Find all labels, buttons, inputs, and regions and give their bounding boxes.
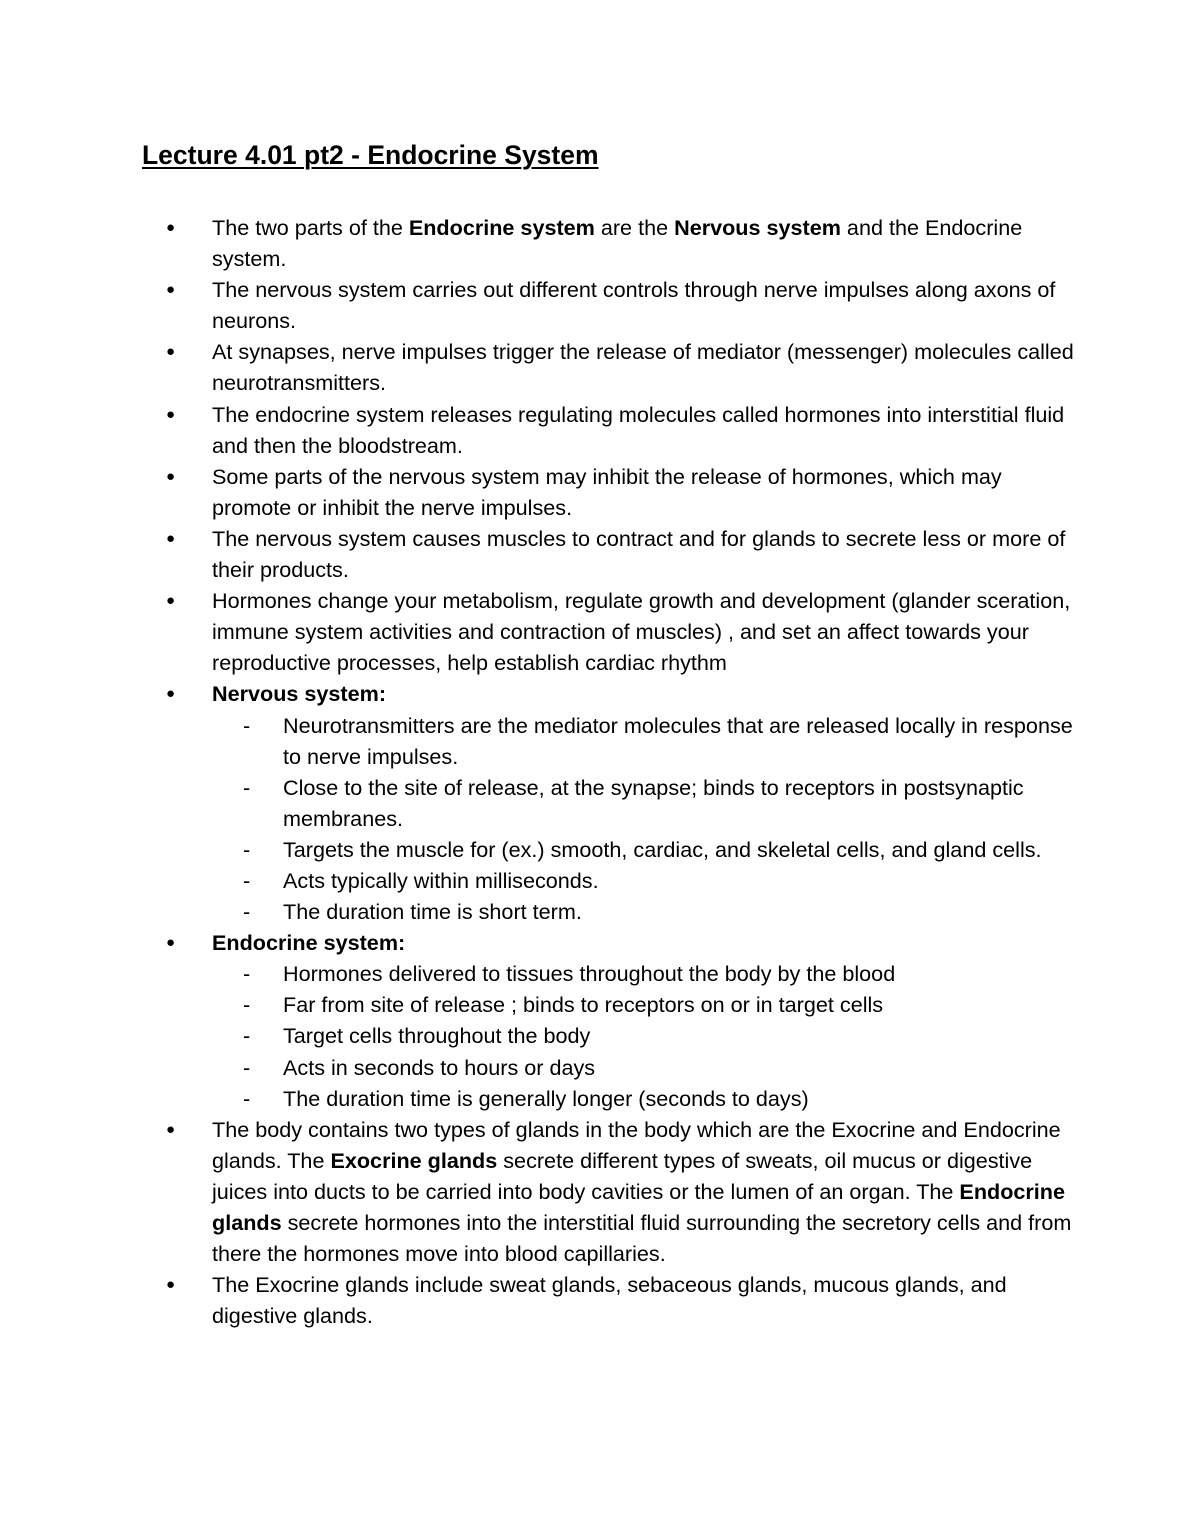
sub-list-item (0, 1083, 1200, 1114)
dash-icon: - (243, 1054, 251, 1080)
section-heading: Endocrine system: (212, 930, 406, 956)
item-text: secrete hormones into the interstitial fluid surrounding the secretory cells and from there the hormones move into blood capillaries. (212, 1210, 1072, 1267)
section-heading: Nervous system: (212, 681, 387, 707)
item-text: The duration time is generally longer (seconds to days) (283, 1085, 809, 1111)
bullet-icon: ● (166, 934, 176, 952)
list-item (0, 274, 1200, 336)
dash-icon: - (243, 867, 251, 893)
item-text: Hormones change your metabolism, regulate growth and development (glander sceration, immune system activities and contraction of muscles) , and set an affect towards your reproductive processes, help establish cardiac rhythm (212, 588, 1071, 676)
item-text: are the (594, 215, 675, 240)
sub-list-item (0, 710, 1200, 772)
list-item (0, 336, 1200, 398)
dash-icon: - (243, 961, 251, 987)
item-text: At synapses, nerve impulses trigger the release of mediator (messenger) molecules called neurotransmitters. (212, 339, 1074, 396)
item-text: The body contains two types of glands in the body which are the Exocrine and Endocrine glands. The (212, 1116, 1061, 1173)
list-item (0, 1114, 1200, 1269)
list-item (0, 399, 1200, 461)
sub-list-item (0, 865, 1200, 896)
item-text: Close to the site of release, at the synapse; binds to receptors in postsynaptic membranes. (283, 774, 1024, 831)
item-text: Targets the muscle for (ex.) smooth, cardiac, and skeletal cells, and gland cells. (283, 836, 1042, 862)
item-text: Hormones delivered to tissues throughout the body by the blood (283, 961, 896, 987)
list-item (0, 212, 1200, 274)
bullet-icon: ● (166, 219, 176, 236)
endocrine-system-heading (0, 927, 1200, 958)
bullet-icon: ● (166, 592, 176, 610)
item-text: Acts typically within milliseconds. (283, 867, 599, 893)
sub-list-item (0, 772, 1200, 834)
item-text: The nervous system causes muscles to contract and for glands to secrete less or more of their products. (212, 525, 1066, 583)
bullet-icon: ● (166, 467, 176, 485)
bullet-icon: ● (166, 1120, 176, 1138)
item-text: Acts in seconds to hours or days (283, 1054, 596, 1080)
sub-list-item (0, 989, 1200, 1020)
dash-icon: - (243, 992, 251, 1018)
bold-term: Exocrine glands (330, 1147, 498, 1173)
sub-list-item (0, 1052, 1200, 1083)
item-text: Target cells throughout the body (283, 1023, 591, 1049)
item-text: The Exocrine glands include sweat glands, sebaceous glands, mucous glands, and digestive glands. (212, 1272, 1007, 1329)
bullet-icon: ● (166, 343, 176, 361)
item-text: The two parts of the (212, 215, 409, 240)
item-text: secrete different types of sweats, oil mucus or digestive juices into ducts to be carried into body cavities or the lumen of an organ. The (212, 1147, 1033, 1204)
dash-icon: - (243, 899, 251, 925)
bullet-list (0, 212, 1200, 1331)
bold-term: Nervous system (674, 215, 841, 240)
dash-icon: - (243, 836, 251, 862)
item-text: The endocrine system releases regulating molecules called hormones into interstitial fluid and then the bloodstream. (212, 401, 1065, 458)
item-text: The duration time is short term. (283, 899, 582, 925)
item-text: and the Endocrine system. (212, 215, 1023, 272)
bullet-icon: ● (166, 1276, 176, 1294)
list-item (0, 523, 1200, 585)
bullet-icon: ● (166, 405, 176, 423)
item-text: The nervous system carries out different controls through nerve impulses along axons of neurons. (212, 277, 1056, 334)
dash-icon: - (243, 1023, 251, 1049)
item-text: Some parts of the nervous system may inhibit the release of hormones, which may promote or inhibit the nerve impulses. (212, 463, 1002, 520)
sub-list-item (0, 958, 1200, 989)
bullet-icon: ● (166, 281, 176, 299)
list-item (0, 461, 1200, 523)
bold-term: Endocrine system (408, 215, 595, 240)
bullet-icon: ● (166, 529, 176, 547)
list-item (0, 585, 1200, 678)
dash-icon: - (243, 774, 251, 800)
dash-icon: - (243, 712, 251, 738)
sub-list-item (0, 834, 1200, 865)
bullet-icon: ● (166, 685, 176, 703)
item-text: Far from site of release ; binds to receptors on or in target cells (283, 992, 884, 1018)
page-title: Lecture 4.01 pt2 - Endocrine System (142, 140, 599, 170)
list-item (0, 1269, 1200, 1331)
dash-icon: - (243, 1085, 251, 1111)
sub-list-item (0, 1020, 1200, 1051)
bold-term: Endocrine glands (212, 1178, 1066, 1235)
nervous-system-heading (0, 678, 1200, 709)
sub-list-item (0, 896, 1200, 927)
item-text: Neurotransmitters are the mediator molecules that are released locally in response to nerve impulses. (283, 712, 1073, 769)
